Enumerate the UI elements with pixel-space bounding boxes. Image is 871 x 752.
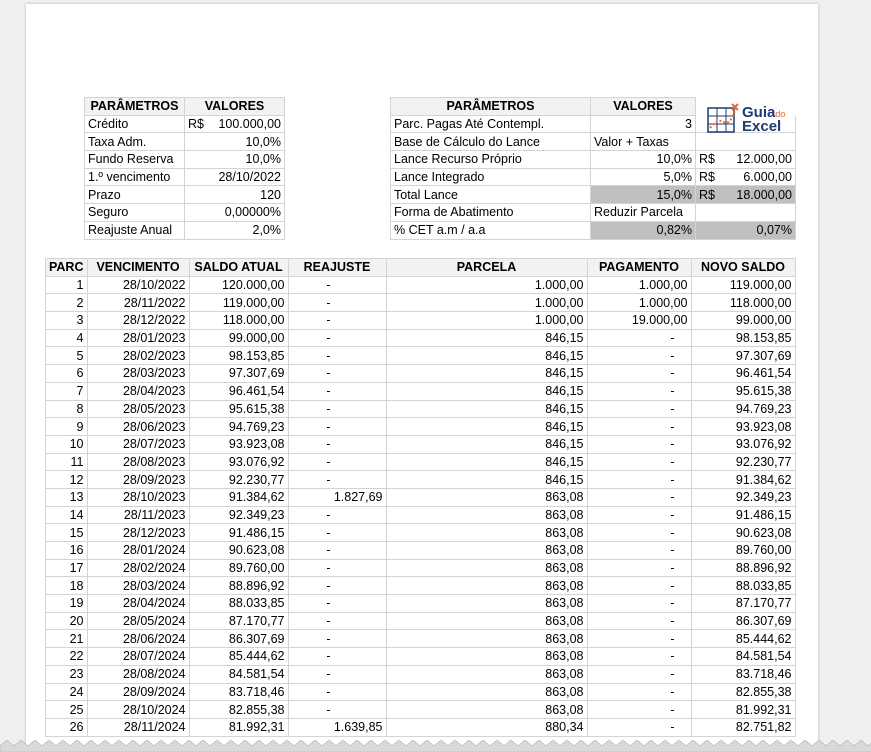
payment: - [587, 542, 691, 560]
due-date: 28/04/2024 [87, 595, 189, 613]
adjustment: - [288, 365, 386, 383]
parameter-value: 120 [185, 186, 285, 204]
installment: 863,08 [386, 612, 587, 630]
current-balance: 118.000,00 [189, 312, 288, 330]
adjustment: - [288, 648, 386, 666]
new-balance: 88.896,92 [691, 559, 795, 577]
current-balance: 92.349,23 [189, 506, 288, 524]
current-balance: 88.033,85 [189, 595, 288, 613]
parameter-value: 0,00000% [185, 204, 285, 222]
parameter-label: Prazo [85, 186, 185, 204]
current-balance: 119.000,00 [189, 294, 288, 312]
due-date: 28/11/2023 [87, 506, 189, 524]
table-row [46, 577, 796, 595]
installment: 880,34 [386, 718, 587, 736]
due-date: 28/10/2024 [87, 701, 189, 719]
new-balance: 95.615,38 [691, 382, 795, 400]
payment: - [587, 577, 691, 595]
due-date: 28/07/2024 [87, 648, 189, 666]
parameter-row [85, 221, 285, 239]
parameter-value: 0,82% [591, 221, 696, 239]
table-row [46, 347, 796, 365]
installment: 846,15 [386, 382, 587, 400]
due-date: 28/12/2022 [87, 312, 189, 330]
due-date: 28/06/2024 [87, 630, 189, 648]
table-row [46, 471, 796, 489]
adjustment: - [288, 435, 386, 453]
column-header: PARC [46, 259, 88, 277]
table-row [46, 648, 796, 666]
column-header: VENCIMENTO [87, 259, 189, 277]
adjustment: 1.639,85 [288, 718, 386, 736]
due-date: 28/05/2024 [87, 612, 189, 630]
parcel-number: 24 [46, 683, 88, 701]
new-balance: 82.751,82 [691, 718, 795, 736]
current-balance: 120.000,00 [189, 276, 288, 294]
logo-word-do: do [775, 109, 786, 119]
parcel-number: 11 [46, 453, 88, 471]
due-date: 28/12/2023 [87, 524, 189, 542]
parcel-number: 9 [46, 418, 88, 436]
adjustment: - [288, 453, 386, 471]
parameter-value: 28/10/2022 [185, 168, 285, 186]
currency-symbol: R$ [188, 117, 204, 132]
installment: 846,15 [386, 453, 587, 471]
parameter-extra [696, 168, 796, 186]
installment: 863,08 [386, 630, 587, 648]
installment: 1.000,00 [386, 294, 587, 312]
new-balance: 93.076,92 [691, 435, 795, 453]
installment: 863,08 [386, 665, 587, 683]
due-date: 28/09/2023 [87, 471, 189, 489]
new-balance: 93.923,08 [691, 418, 795, 436]
table-row [46, 453, 796, 471]
installment: 863,08 [386, 524, 587, 542]
parcel-number: 1 [46, 276, 88, 294]
new-balance: 96.461,54 [691, 365, 795, 383]
current-balance: 98.153,85 [189, 347, 288, 365]
parameter-row [85, 168, 285, 186]
table-row [46, 630, 796, 648]
amount: 100.000,00 [218, 117, 281, 132]
due-date: 28/03/2023 [87, 365, 189, 383]
parcel-number: 6 [46, 365, 88, 383]
parameter-row [85, 115, 285, 133]
currency-cell [699, 151, 792, 167]
installment: 1.000,00 [386, 312, 587, 330]
table-row [46, 382, 796, 400]
amount: 12.000,00 [736, 152, 792, 167]
installment: 863,08 [386, 648, 587, 666]
installment: 863,08 [386, 542, 587, 560]
due-date: 28/10/2022 [87, 276, 189, 294]
parcel-number: 16 [46, 542, 88, 560]
current-balance: 89.760,00 [189, 559, 288, 577]
currency-symbol: R$ [699, 170, 715, 185]
new-balance: 91.486,15 [691, 506, 795, 524]
parcel-number: 8 [46, 400, 88, 418]
payment: - [587, 365, 691, 383]
table-row [46, 400, 796, 418]
due-date: 28/08/2023 [87, 453, 189, 471]
page-torn-edge [0, 740, 871, 752]
parameter-row [391, 221, 796, 239]
parcel-number: 10 [46, 435, 88, 453]
parameter-extra: 0,07% [696, 221, 796, 239]
parcel-number: 12 [46, 471, 88, 489]
current-balance: 93.923,08 [189, 435, 288, 453]
adjustment: 1.827,69 [288, 488, 386, 506]
table-row [46, 559, 796, 577]
new-balance: 98.153,85 [691, 329, 795, 347]
due-date: 28/07/2023 [87, 435, 189, 453]
spreadsheet-page [26, 4, 818, 752]
parameter-value: Reduzir Parcela [591, 204, 696, 222]
currency-cell [699, 187, 792, 203]
parameter-row [391, 204, 796, 222]
payment: - [587, 665, 691, 683]
spreadsheet-logo-icon [706, 102, 740, 136]
current-balance: 82.855,38 [189, 701, 288, 719]
new-balance: 81.992,31 [691, 701, 795, 719]
parcel-number: 26 [46, 718, 88, 736]
installment: 846,15 [386, 400, 587, 418]
parameter-extra [696, 186, 796, 204]
parameters-table-left [84, 97, 285, 240]
logo-word-guia: Guia [742, 104, 776, 121]
parameter-value: 3 [591, 115, 696, 133]
adjustment: - [288, 347, 386, 365]
guia-do-excel-logo [706, 102, 798, 138]
adjustment: - [288, 577, 386, 595]
installment: 1.000,00 [386, 276, 587, 294]
adjustment: - [288, 418, 386, 436]
due-date: 28/10/2023 [87, 488, 189, 506]
current-balance: 90.623,08 [189, 542, 288, 560]
parcel-number: 4 [46, 329, 88, 347]
column-header: PAGAMENTO [587, 259, 691, 277]
parameter-label: Seguro [85, 204, 185, 222]
due-date: 28/05/2023 [87, 400, 189, 418]
new-balance: 86.307,69 [691, 612, 795, 630]
parcel-number: 22 [46, 648, 88, 666]
column-header: PARCELA [386, 259, 587, 277]
adjustment: - [288, 683, 386, 701]
payment: - [587, 382, 691, 400]
parcel-number: 14 [46, 506, 88, 524]
due-date: 28/03/2024 [87, 577, 189, 595]
parcel-number: 2 [46, 294, 88, 312]
payment: - [587, 683, 691, 701]
parameter-label: 1.º vencimento [85, 168, 185, 186]
parameter-label: Base de Cálculo do Lance [391, 133, 591, 151]
current-balance: 84.581,54 [189, 665, 288, 683]
parameter-label: Parc. Pagas Até Contempl. [391, 115, 591, 133]
adjustment: - [288, 595, 386, 613]
parameter-row [85, 204, 285, 222]
current-balance: 93.076,92 [189, 453, 288, 471]
parcel-number: 19 [46, 595, 88, 613]
current-balance: 91.384,62 [189, 488, 288, 506]
parameter-value: 10,0% [591, 151, 696, 169]
column-header: VALORES [185, 98, 285, 116]
new-balance: 89.760,00 [691, 542, 795, 560]
payment: - [587, 595, 691, 613]
table-row [46, 665, 796, 683]
new-balance: 118.000,00 [691, 294, 795, 312]
parameter-value: 2,0% [185, 221, 285, 239]
parameter-value [185, 115, 285, 133]
adjustment: - [288, 329, 386, 347]
parameter-label: Taxa Adm. [85, 133, 185, 151]
parcel-number: 23 [46, 665, 88, 683]
parameter-extra [696, 151, 796, 169]
current-balance: 85.444,62 [189, 648, 288, 666]
parameter-row [391, 186, 796, 204]
payment-schedule-table [45, 258, 796, 737]
table-row [46, 329, 796, 347]
parameter-value: Valor + Taxas [591, 133, 696, 151]
new-balance: 94.769,23 [691, 400, 795, 418]
parameter-value: 5,0% [591, 168, 696, 186]
adjustment: - [288, 524, 386, 542]
table-row [46, 488, 796, 506]
column-header: SALDO ATUAL [189, 259, 288, 277]
due-date: 28/02/2024 [87, 559, 189, 577]
installment: 863,08 [386, 577, 587, 595]
adjustment: - [288, 294, 386, 312]
adjustment: - [288, 506, 386, 524]
table-row [46, 365, 796, 383]
current-balance: 95.615,38 [189, 400, 288, 418]
current-balance: 96.461,54 [189, 382, 288, 400]
due-date: 28/11/2024 [87, 718, 189, 736]
table-row [46, 595, 796, 613]
currency-symbol: R$ [699, 187, 715, 202]
parameter-row [391, 168, 796, 186]
payment: - [587, 701, 691, 719]
logo-text-bottom: Excel [742, 118, 782, 135]
installment: 846,15 [386, 471, 587, 489]
installment: 846,15 [386, 347, 587, 365]
new-balance: 92.230,77 [691, 453, 795, 471]
current-balance: 87.170,77 [189, 612, 288, 630]
table-row [46, 683, 796, 701]
current-balance: 88.896,92 [189, 577, 288, 595]
parameter-label: % CET a.m / a.a [391, 221, 591, 239]
parameter-label: Fundo Reserva [85, 151, 185, 169]
adjustment: - [288, 630, 386, 648]
due-date: 28/01/2023 [87, 329, 189, 347]
payment: 19.000,00 [587, 312, 691, 330]
payment: - [587, 471, 691, 489]
column-header: VALORES [591, 98, 696, 116]
table-row [46, 612, 796, 630]
parcel-number: 13 [46, 488, 88, 506]
adjustment: - [288, 276, 386, 294]
parameter-extra [696, 204, 796, 222]
table-row [46, 294, 796, 312]
installment: 846,15 [386, 435, 587, 453]
table-row [46, 435, 796, 453]
new-balance: 82.855,38 [691, 683, 795, 701]
payment: - [587, 400, 691, 418]
column-header: PARÂMETROS [85, 98, 185, 116]
parameter-label: Total Lance [391, 186, 591, 204]
installment: 863,08 [386, 683, 587, 701]
parameter-value: 10,0% [185, 133, 285, 151]
current-balance: 92.230,77 [189, 471, 288, 489]
table-row [46, 418, 796, 436]
new-balance: 85.444,62 [691, 630, 795, 648]
payment: - [587, 453, 691, 471]
currency-cell [699, 169, 792, 185]
current-balance: 99.000,00 [189, 329, 288, 347]
installment: 863,08 [386, 559, 587, 577]
installment: 846,15 [386, 329, 587, 347]
payment: - [587, 718, 691, 736]
parameter-row [85, 133, 285, 151]
installment: 863,08 [386, 595, 587, 613]
payment: - [587, 418, 691, 436]
table-row [46, 276, 796, 294]
payment: - [587, 347, 691, 365]
payment: 1.000,00 [587, 276, 691, 294]
new-balance: 88.033,85 [691, 577, 795, 595]
payment: - [587, 612, 691, 630]
column-header: REAJUSTE [288, 259, 386, 277]
column-header: NOVO SALDO [691, 259, 795, 277]
parcel-number: 25 [46, 701, 88, 719]
due-date: 28/11/2022 [87, 294, 189, 312]
due-date: 28/04/2023 [87, 382, 189, 400]
payment: 1.000,00 [587, 294, 691, 312]
amount: 18.000,00 [736, 187, 792, 202]
current-balance: 94.769,23 [189, 418, 288, 436]
adjustment: - [288, 542, 386, 560]
payment: - [587, 648, 691, 666]
installment: 863,08 [386, 488, 587, 506]
adjustment: - [288, 559, 386, 577]
new-balance: 83.718,46 [691, 665, 795, 683]
adjustment: - [288, 612, 386, 630]
parcel-number: 7 [46, 382, 88, 400]
current-balance: 81.992,31 [189, 718, 288, 736]
payment: - [587, 488, 691, 506]
table-row [46, 312, 796, 330]
due-date: 28/06/2023 [87, 418, 189, 436]
parameter-value: 15,0% [591, 186, 696, 204]
amount: 6.000,00 [743, 170, 792, 185]
new-balance: 97.307,69 [691, 347, 795, 365]
due-date: 28/02/2023 [87, 347, 189, 365]
table-row [46, 542, 796, 560]
parameter-row [85, 186, 285, 204]
parcel-number: 17 [46, 559, 88, 577]
parameter-label: Reajuste Anual [85, 221, 185, 239]
parameter-value: 10,0% [185, 151, 285, 169]
payment: - [587, 524, 691, 542]
current-balance: 97.307,69 [189, 365, 288, 383]
current-balance: 91.486,15 [189, 524, 288, 542]
table-row [46, 506, 796, 524]
parameter-row [391, 151, 796, 169]
payment: - [587, 435, 691, 453]
payment: - [587, 506, 691, 524]
new-balance: 91.384,62 [691, 471, 795, 489]
parcel-number: 20 [46, 612, 88, 630]
payment: - [587, 559, 691, 577]
new-balance: 92.349,23 [691, 488, 795, 506]
installment: 846,15 [386, 365, 587, 383]
table-row [46, 701, 796, 719]
parameter-label: Forma de Abatimento [391, 204, 591, 222]
table-row [46, 718, 796, 736]
parcel-number: 3 [46, 312, 88, 330]
parameter-label: Lance Integrado [391, 168, 591, 186]
new-balance: 87.170,77 [691, 595, 795, 613]
adjustment: - [288, 382, 386, 400]
adjustment: - [288, 701, 386, 719]
currency-symbol: R$ [699, 152, 715, 167]
installment: 863,08 [386, 506, 587, 524]
column-header: PARÂMETROS [391, 98, 591, 116]
parameter-label: Crédito [85, 115, 185, 133]
due-date: 28/09/2024 [87, 683, 189, 701]
payment: - [587, 329, 691, 347]
currency-cell [188, 116, 281, 132]
new-balance: 90.623,08 [691, 524, 795, 542]
parcel-number: 15 [46, 524, 88, 542]
payment: - [587, 630, 691, 648]
current-balance: 86.307,69 [189, 630, 288, 648]
installment: 846,15 [386, 418, 587, 436]
new-balance: 84.581,54 [691, 648, 795, 666]
table-row [46, 524, 796, 542]
due-date: 28/01/2024 [87, 542, 189, 560]
parcel-number: 21 [46, 630, 88, 648]
installment: 863,08 [386, 701, 587, 719]
current-balance: 83.718,46 [189, 683, 288, 701]
due-date: 28/08/2024 [87, 665, 189, 683]
new-balance: 119.000,00 [691, 276, 795, 294]
adjustment: - [288, 312, 386, 330]
adjustment: - [288, 400, 386, 418]
parameter-row [85, 151, 285, 169]
adjustment: - [288, 471, 386, 489]
parcel-number: 18 [46, 577, 88, 595]
parameter-label: Lance Recurso Próprio [391, 151, 591, 169]
parcel-number: 5 [46, 347, 88, 365]
adjustment: - [288, 665, 386, 683]
new-balance: 99.000,00 [691, 312, 795, 330]
